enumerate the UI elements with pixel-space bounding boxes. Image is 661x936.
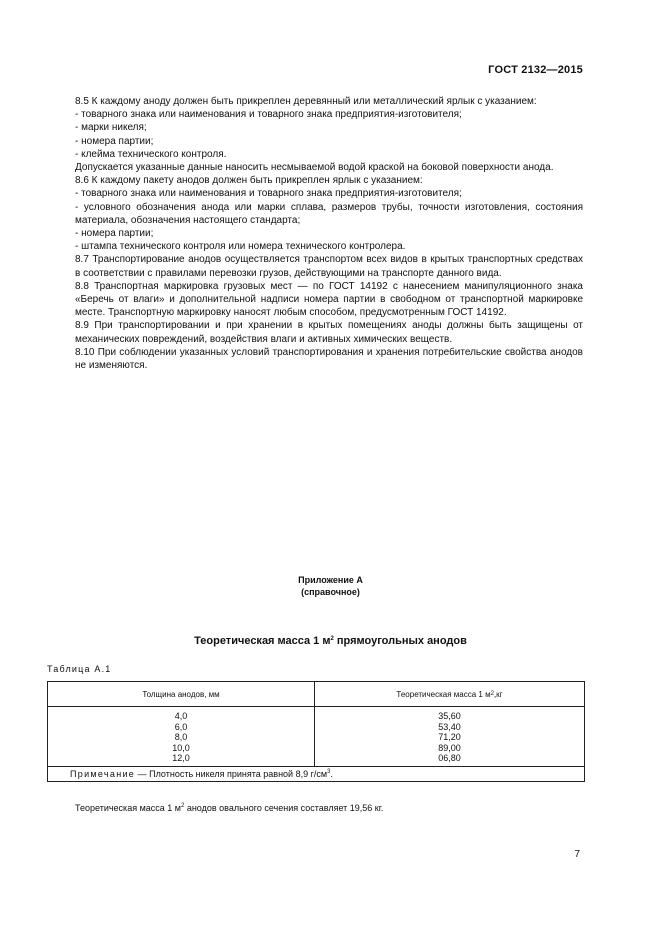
table-title: Теоретическая масса 1 $м^2$ прямоугольных анодов: [194, 635, 467, 647]
header-thickness: Толщина анодов, мм: [48, 682, 315, 706]
table-header-row: [48, 682, 584, 707]
paragraph-8-5: 8.5 К каждому аноду должен быть прикреплен деревянный или металлический ярлык с указанием:: [75, 96, 537, 107]
table-cell: 89,00: [438, 742, 461, 753]
table-cell: 12,0: [172, 753, 190, 763]
list-item: - штампа технического контроля или номера технического контролера.: [75, 241, 406, 253]
paragraph-8-10: 8.10 При соблюдении указанных условий транспортирования и хранения потребительские свойства анодов не изменяются.: [75, 346, 583, 372]
list-item: - номера партии;: [75, 135, 154, 147]
table-cell: 4,0: [174, 711, 188, 721]
table-cell: 06,80: [438, 753, 461, 763]
list-item: - товарного знака или наименования и товарного знака предприятия-изготовителя;: [75, 188, 462, 200]
mass-column: [315, 707, 584, 766]
appendix-subtitle: (справочное): [301, 587, 360, 597]
document-code: ГОСТ 2132—2015: [488, 64, 583, 76]
table-cell: 35,60: [438, 711, 461, 721]
section-8-text: [75, 95, 583, 372]
appendix-heading: [0, 574, 661, 598]
table-cell: 10,0: [172, 742, 190, 753]
paragraph-8-7: 8.7 Транспортирование анодов осуществляется транспортом всех видов в крытых транспортных средствах в соответствии с правилами перевозки грузов, действующими на транспорте данного вида.: [75, 254, 583, 279]
table-cell: 8,0: [174, 732, 188, 742]
table-note: Примечание — Плотность никеля принята равной 8,9 $г/см^3$.: [70, 768, 333, 779]
table-cell: 71,20: [438, 732, 461, 742]
anode-mass-table: [47, 681, 585, 782]
thickness-column: [48, 707, 315, 766]
appendix-title: Приложение А: [298, 575, 363, 585]
list-item: - клейма технического контроля.: [75, 148, 227, 160]
list-item: - марки никеля;: [75, 122, 147, 134]
page-number: 7: [574, 849, 580, 860]
table-cell: 6,0: [174, 721, 188, 732]
header-mass: Теоретическая масса 1 м 2 ,кг: [396, 689, 503, 699]
oval-anode-note: Теоретическая масса 1 $м^2$ анодов овального сечения составляет 19,56 кг.: [75, 803, 384, 813]
list-item: - условного обозначения анода или марки сплава, размеров трубы, точности изготовления, состояния материала, обозначения настоящего стандарта;: [75, 201, 583, 226]
table-label: Таблица А.1: [47, 664, 112, 674]
table-body: [48, 707, 584, 767]
paragraph-allowance: Допускается указанные данные наносить несмываемой водой краской на боковой поверхности анода.: [75, 162, 554, 174]
table-cell: 53,40: [438, 721, 461, 732]
list-item: - товарного знака или наименования и товарного знака предприятия-изготовителя;: [75, 109, 462, 121]
paragraph-8-9: 8.9 При транспортировании и при хранении в крытых помещениях аноды должны быть защищены от механических повреждений, воздействия влаги и активных химических веществ.: [75, 320, 583, 345]
paragraph-8-6: 8.6 К каждому пакету анодов должен быть прикреплен ярлык с указанием:: [75, 175, 423, 187]
paragraph-8-8: 8.8 Транспортная маркировка грузовых мест — по ГОСТ 14192 с нанесением манипуляционного знака «Беречь от влаги» и дополнительной надписи номера партии в свободном от транспортной маркировке месте. Транспортную маркировку наносят любым способом, предусмотренным ГОСТ 14192.: [75, 280, 583, 319]
list-item: - номера партии;: [75, 228, 154, 240]
